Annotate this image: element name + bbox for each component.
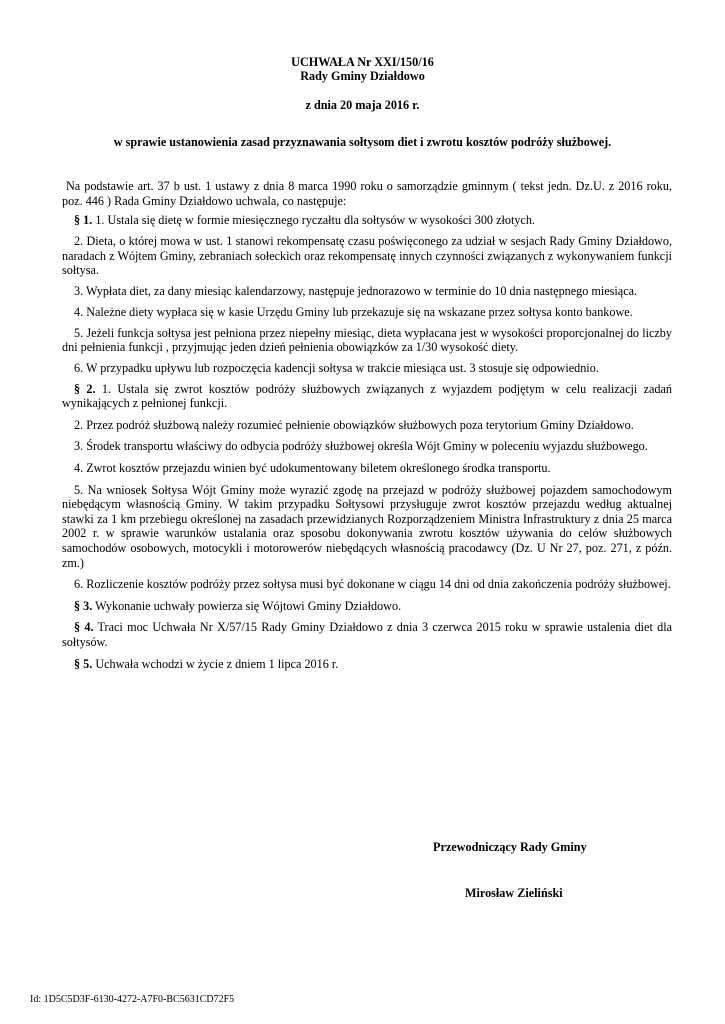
section-mark: § 5. — [74, 656, 93, 671]
paragraph-2-1 — [62, 382, 672, 411]
paragraph-text: 3. Wypłata diet, za dany miesiąc kalendarzowy, następuje jednorazowo w terminie do 10 dnia następnego miesiąca. — [74, 283, 638, 298]
section-mark: § 2. — [74, 381, 96, 396]
paragraph-2-3 — [62, 439, 672, 454]
paragraph-1-2 — [62, 234, 672, 278]
resolution-subject: w sprawie ustanowienia zasad przyznawania sołtysom diet i zwrotu kosztów podróży służbowej. — [113, 135, 612, 149]
paragraph-5 — [62, 657, 672, 672]
resolution-date: z dnia 20 maja 2016 r. — [305, 98, 420, 112]
paragraph-1-3 — [62, 284, 672, 299]
paragraph-1-5 — [62, 326, 672, 355]
paragraph-text: 2. Przez podróż służbową należy rozumieć pełnienie obowiązków służbowych poza terytorium Gminy Działdowo. — [74, 417, 634, 432]
resolution-body — [62, 179, 672, 678]
section-mark: § 4. — [74, 620, 94, 635]
signature-name: Mirosław Zieliński — [465, 886, 563, 900]
paragraph-text: 4. Należne diety wypłaca się w kasie Urzędu Gminy lub przekazuje się na wskazane przez sołtysa konto bankowe. — [74, 304, 633, 319]
paragraph-text: 2. Dieta, o której mowa w ust. 1 stanowi rekompensatę czasu poświęconego za udział w sesjach Rady Gminy Działdowo, naradach z Wójtem Gminy, zebraniach sołeckich oraz rekompensatę innych czynności związanych z wykonywaniem funkcji sołtysa. — [62, 233, 672, 278]
section-mark: § 3. — [74, 598, 93, 613]
paragraph-2-2 — [62, 418, 672, 433]
paragraph-text: 1. Ustala się zwrot kosztów podróży służbowych związanych z wyjazdem podjętym w celu realizacji zadań wynikających z pełnionej funkcji. — [62, 381, 672, 411]
paragraph-text: 3. Środek transportu właściwy do odbycia podróży służbowej określa Wójt Gminy w poleceniu wyjazdu służbowego. — [74, 439, 648, 454]
legal-basis-paragraph: Na podstawie art. 37 b ust. 1 ustawy z dnia 8 marca 1990 roku o samorządzie gminnym ( tekst jedn. Dz.U. z 2016 roku, poz. 446 ) Rada Gminy Działdowo uchwala, co następuje: — [62, 179, 672, 208]
paragraph-text: 6. W przypadku upływu lub rozpoczęcia kadencji sołtysa w trakcie miesiąca ust. 3 stosuje się odpowiednio. — [74, 360, 599, 375]
paragraph-2-5 — [62, 483, 672, 571]
paragraph-1-6 — [62, 361, 672, 376]
paragraph-text: 5. Na wniosek Sołtysa Wójt Gminy może wyrazić zgodę na przejazd w podróży służbowej pojazdem samochodowym niebędącym własnością Gminy. W takim przypadku Sołtysowi przysługuje zwrot kosztów przejazdu według aktualnej stawki za 1 km przebiegu określonej na zasadach przewidzianych Rozporządzeniem Ministra Infrastruktury z dnia 25 marca 2002 r. w sprawie warunków ustalania oraz sposobu dokonywania zwrotu kosztów używania do celów służbowych samochodów osobowych, motocykli i motorowerów niebędących własnością pracodawcy (Dz. U Nr 27, poz. 271, z późn. zm.) — [62, 482, 672, 570]
paragraph-1-4 — [62, 305, 672, 320]
paragraph-text: 4. Zwrot kosztów przejazdu winien być udokumentowany biletem określonego środka transportu. — [74, 461, 551, 476]
council-name: Rady Gminy Działdowo — [300, 69, 425, 83]
document-id: Id: 1D5C5D3F-6130-4272-A7F0-BC5631CD72F5 — [30, 994, 235, 1005]
paragraph-2-6 — [62, 577, 672, 592]
paragraph-3 — [62, 599, 672, 614]
paragraph-text: 6. Rozliczenie kosztów podróży przez sołtysa musi być dokonane w ciągu 14 dni od dnia zakończenia podróży służbowej. — [74, 577, 671, 592]
paragraph-text: Uchwała wchodzi w życie z dniem 1 lipca 2016 r. — [92, 656, 339, 671]
paragraph-text: 1. Ustala się dietę w formie miesięcznego ryczałtu dla sołtysów w wysokości 300 złotych. — [92, 213, 535, 228]
signature-role: Przewodniczący Rady Gminy — [433, 840, 587, 854]
paragraph-4 — [62, 620, 672, 649]
paragraph-text: Wykonanie uchwały powierza się Wójtowi Gminy Działdowo. — [92, 598, 402, 613]
resolution-title: UCHWAŁA Nr XXI/150/16 — [291, 55, 434, 69]
paragraph-text: Traci moc Uchwała Nr X/57/15 Rady Gminy Działdowo z dnia 3 czerwca 2015 roku w sprawie ustalenia diet dla sołtysów. — [62, 620, 672, 649]
paragraph-1-1 — [62, 213, 672, 228]
paragraph-2-4 — [62, 461, 672, 476]
paragraph-text: 5. Jeżeli funkcja sołtysa jest pełniona przez niepełny miesiąc, dieta wypłacana jest w wysokości proporcjonalnej do liczby dni pełnienia funkcji , przyjmując jeden dzień pełnienia obowiązków za 1/30 wysokość diety. — [62, 325, 672, 355]
section-mark: § 1. — [74, 213, 93, 228]
